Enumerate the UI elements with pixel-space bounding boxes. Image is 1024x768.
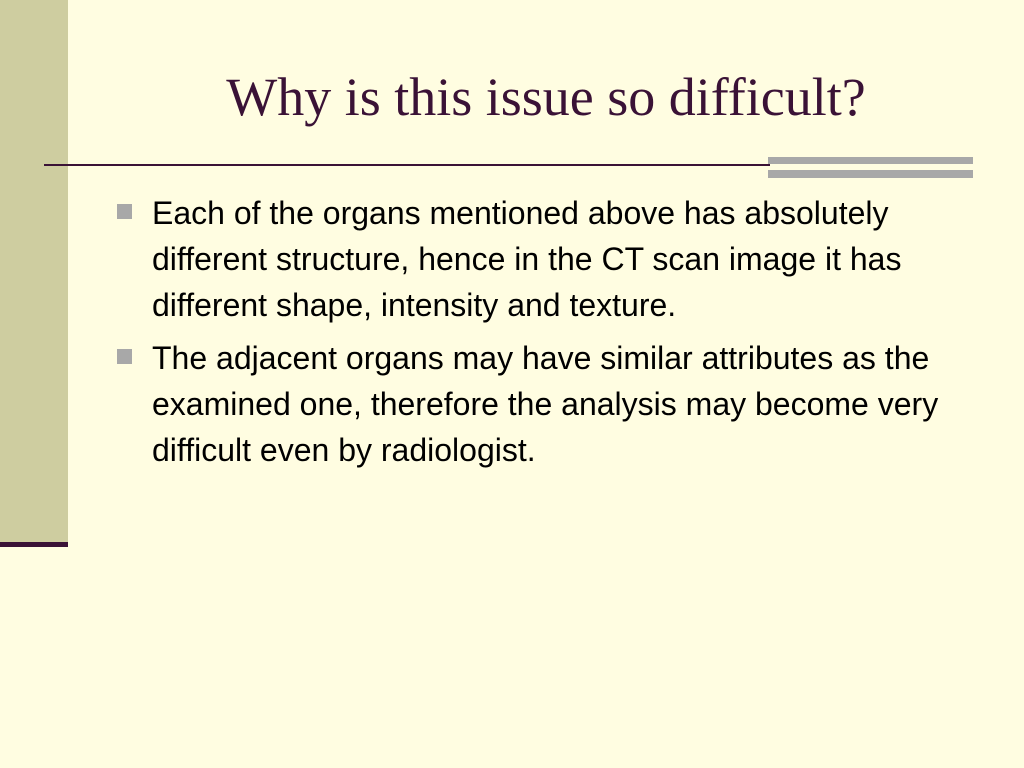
left-band-rule [0, 542, 68, 547]
square-bullet-icon [117, 349, 132, 364]
bullet-list [112, 190, 992, 480]
bullet-text: Each of the organs mentioned above has absolutely different structure, hence in the CT scan image it has different shape, intensity and texture. [152, 195, 902, 323]
slide-title: Why is this issue so difficult? [226, 67, 866, 127]
bullet-text: The adjacent organs may have similar attributes as the examined one, therefore the analysis may become very difficult even by radiologist. [152, 340, 939, 468]
accent-bar-bottom [768, 170, 973, 178]
bullet-item [112, 335, 992, 473]
bullet-item [112, 190, 992, 328]
square-bullet-icon [117, 204, 132, 219]
title-divider-line [44, 164, 770, 166]
accent-bar-top [768, 157, 973, 164]
left-decorative-band [0, 0, 68, 545]
